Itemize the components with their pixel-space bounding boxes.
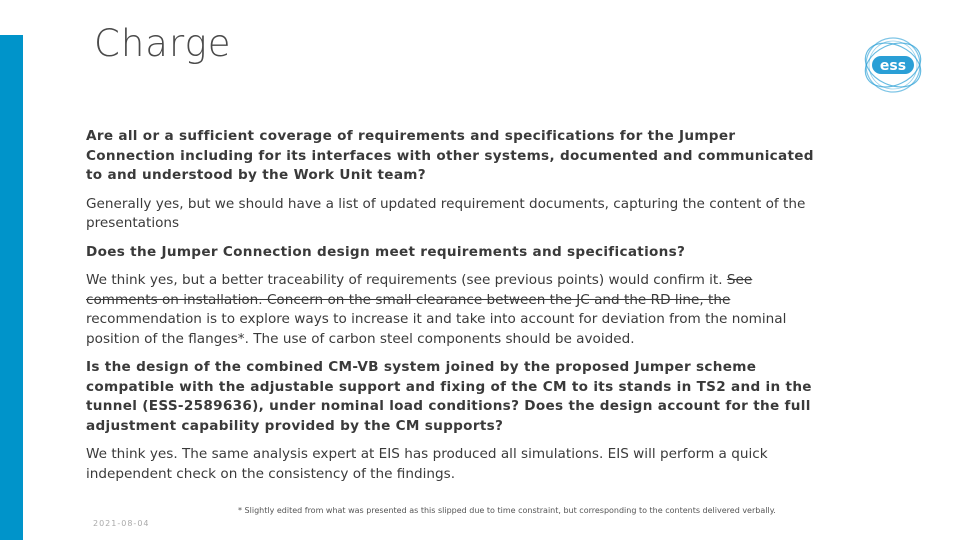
question-1: Are all or a sufficient coverage of requirements and specifications for the Jumper Connection including for its interfaces with other systems, documented and communicated to and understood by the Work Unit team? xyxy=(86,128,814,183)
answer-3: We think yes. The same analysis expert at EIS has produced all simulations. EIS will perform a quick independent check on the consistency of the findings. xyxy=(86,446,768,482)
footnote: * Slightly edited from what was presented as this slipped due to time constraint, but corresponding to the contents delivered verbally. xyxy=(238,506,776,515)
slide-date: 2021-08-04 xyxy=(93,519,150,528)
question-2: Does the Jumper Connection design meet requirements and specifications? xyxy=(86,243,686,260)
answer-2 xyxy=(86,271,820,349)
answer-2-text: We think yes, but a better traceability of requirements (see previous points) would confirm it. xyxy=(86,272,727,288)
question-3: Is the design of the combined CM-VB system joined by the proposed Jumper scheme compatible with the adjustable support and fixing of the CM to its stands in TS2 and in the tunnel (ESS-2589636), under nominal load conditions? Does the design account for the full adjustment capability provided by the CM supports? xyxy=(86,359,812,434)
ess-logo-icon xyxy=(862,34,924,96)
answer-2-struck-text: See comments on installation. Concern on the small clearance between the JC and the RD line, the xyxy=(86,272,753,308)
logo-text: ess xyxy=(879,58,907,74)
answer-1: Generally yes, but we should have a list of updated requirement documents, capturing the content of the presentations xyxy=(86,195,806,231)
qa-content xyxy=(86,127,820,493)
answer-2-text-cont: recommendation is to explore ways to increase it and take into account for deviation from the nominal position of the flanges*. The use of carbon steel components should be avoided. xyxy=(86,311,787,347)
slide-title: Charge xyxy=(94,22,232,65)
accent-bar xyxy=(0,35,23,540)
